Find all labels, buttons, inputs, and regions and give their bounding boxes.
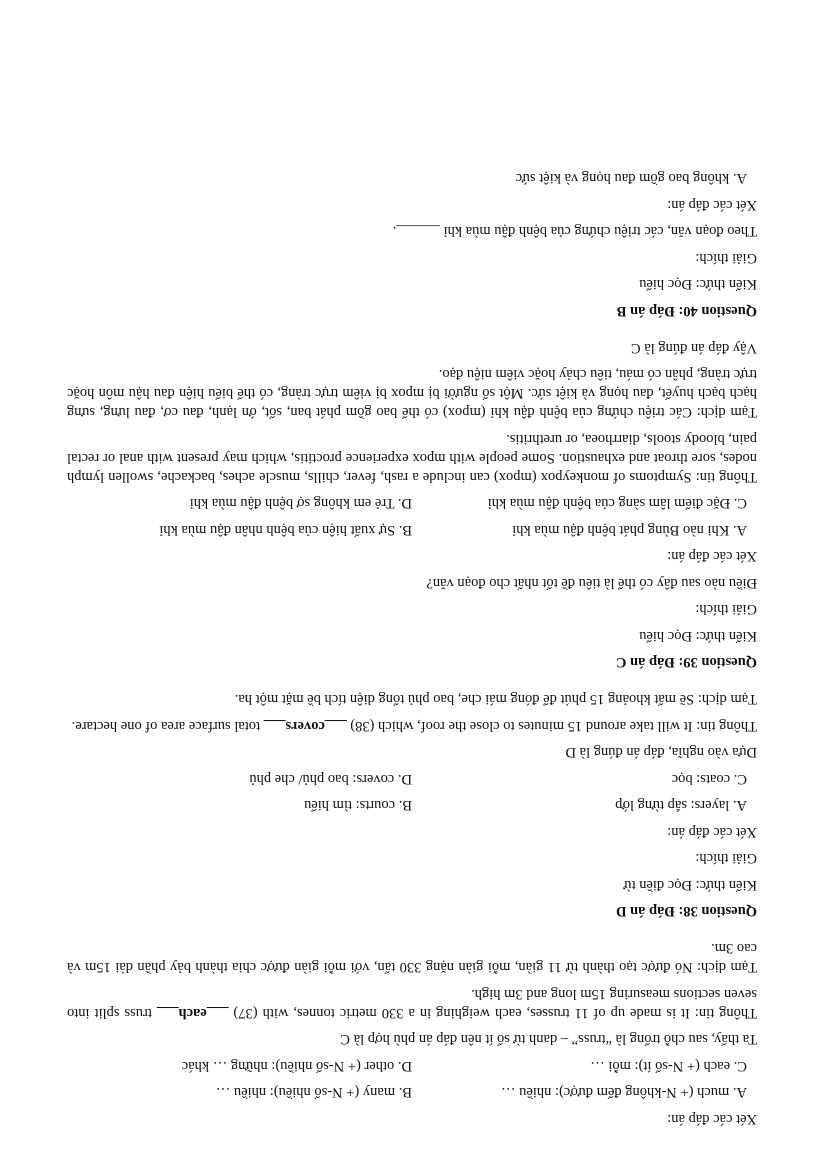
q38-info-answer: ___covers___ (263, 718, 347, 734)
q39-question: Điều nào sau đây có thể là tiêu đề tốt nhất cho đoạn văn? (426, 575, 757, 591)
q38-heading: Question 38: Đáp án D (616, 903, 757, 920)
q40-kienthuc: Kiến thức: Đọc hiểu (639, 276, 757, 293)
q37-info-pre: Thông tin: It is made up of 11 trusses, each weighing in a 330 metric tonnes, with (37) (228, 1005, 757, 1021)
q39-option-a: A. Khi nào Bùng phát bệnh đậu mùa khỉ (512, 522, 747, 538)
q40-xet-label: Xét các đáp án: (667, 197, 757, 213)
q38-options-row-1 (67, 796, 757, 815)
q37-option-b: B. many (+ N-số nhiều): nhiều … (215, 1084, 412, 1101)
q39-option-d: D. Trẻ em không sợ bệnh đậu mùa khỉ (189, 495, 412, 512)
q37-options-row-2 (67, 1056, 757, 1075)
q38-option-b: B. courts: tìm hiểu (304, 797, 412, 814)
q39-options-row-1 (67, 520, 757, 539)
q40-giaithich: Giải thích: (695, 250, 757, 266)
q37-reason: Ta thấy, sau chỗ trống là “truss” – danh từ số ít nên đáp án phù hợp là C (340, 1031, 757, 1048)
q37-option-a: A. much (+ N-không đếm được): nhiều … (501, 1084, 747, 1101)
q39-conclusion: Vậy đáp án đúng là C (630, 340, 757, 356)
q38-option-c: C. coats: bọc (671, 771, 747, 787)
q37-info-post: truss split into seven sections measuring 15m long and 3m high. (67, 986, 757, 1021)
q38-translation: Tạm dịch: Sẽ mất khoảng 15 phút để đóng mái che, bao phủ tổng diện tích bề mặt một ha. (234, 691, 757, 708)
q37-options-row-1 (67, 1083, 757, 1102)
q39-heading: Question 39: Đáp án C (616, 654, 757, 671)
q39-kienthuc: Kiến thức: Đọc hiểu (639, 628, 757, 644)
q38-xet-label: Xét các đáp án: (667, 824, 757, 840)
q37-xet-label: Xét các đáp án: (667, 1111, 757, 1127)
q38-option-d: D. covers: bao phủ/ che phủ (249, 771, 412, 787)
q38-options-row-2 (67, 769, 757, 788)
q38-info-post: total surface area of one hectare. (71, 718, 264, 734)
q38-kienthuc: Kiến thức: Đọc điền từ (623, 877, 757, 893)
q40-heading: Question 40: Đáp án B (616, 303, 757, 319)
q37-option-c: C. each (+ N-số ít): mỗi … (590, 1058, 747, 1074)
q39-option-b: B. Sự xuất hiện của bệnh nhân đậu mùa khỉ (159, 522, 412, 538)
page-content (67, 161, 757, 1128)
q40-question: Theo đoạn văn, các triệu chứng của bệnh đậu mùa khỉ ______. (392, 223, 757, 240)
q38-giaithich: Giải thích: (695, 850, 757, 867)
q37-translation: Tạm dịch: Nó được tạo thành từ 11 giàn, mỗi giàn nặng 330 tấn, với mỗi giàn được chia thành bảy phần dài 15m và cao 3m. (67, 940, 757, 976)
q38-option-a: A. layers: sắp từng lớp (615, 797, 747, 814)
q39-xet-label: Xét các đáp án: (667, 548, 757, 565)
q39-option-c: C. Đặc điểm lâm sàng của bệnh đậu mùa khỉ (487, 495, 747, 512)
q37-info (67, 984, 757, 1022)
q39-giaithich: Giải thích: (695, 601, 757, 618)
q39-translation: Tạm dịch: Các triệu chứng của bệnh đậu khỉ (mpox) có thể bao gồm phát ban, sốt, ớn lạnh, đau cơ, đau lưng, sưng hạch bạch huyết, đau họng và kiệt sức. Một số người bị mpox bị viêm trực tràng, có thể biểu hiện đau hậu môn hoặc trực tràng, phân có máu, tiêu chảy hoặc viêm niệu đạo. (67, 366, 757, 421)
q39-info: Thông tin: Symptoms of monkeypox (mpox) can include a rash, fever, chills, muscle aches, backache, swollen lymph nodes, sore throat and exhaustion. Some people with mpox experience proctitis, which may present with anal or rectal pain, bloody stools, diarrhoea, or urethritis. (67, 431, 757, 485)
q38-info-pre: Thông tin: It will take around 15 minutes to close the roof, which (38) (346, 718, 757, 734)
q38-info (67, 716, 757, 735)
q39-options-row-2 (67, 494, 757, 513)
q37-option-d: D. other (+ N-số nhiều): những … khác (181, 1058, 412, 1074)
q40-option-a: A. không bao gồm đau họng và kiệt sức (515, 170, 747, 187)
q37-info-answer: ___each___ (156, 1005, 229, 1021)
q38-reason: Dựa vào nghĩa, đáp án đúng là D (565, 744, 757, 761)
